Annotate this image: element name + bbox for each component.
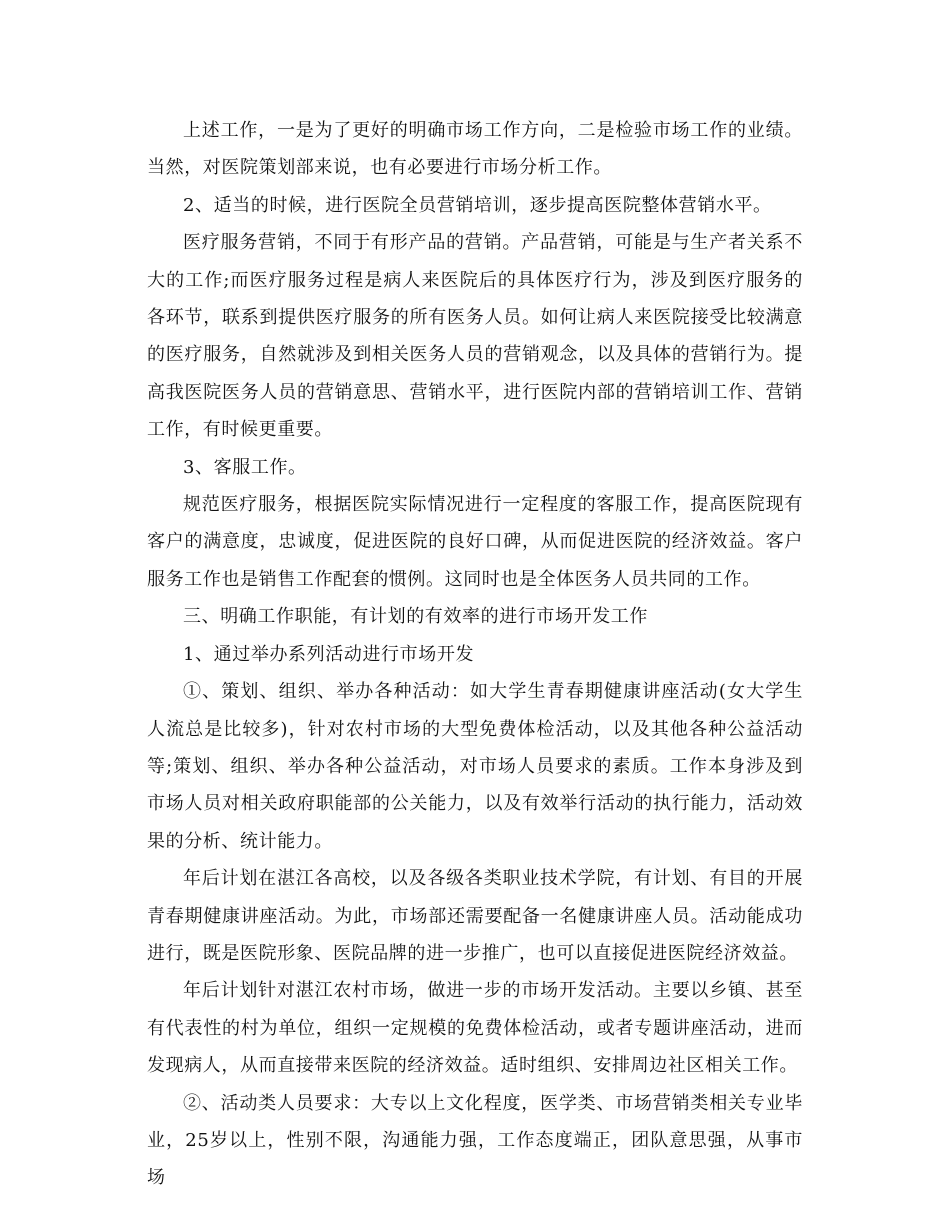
paragraph: 2、适当的时候，进行医院全员营销培训，逐步提高医院整体营销水平。 bbox=[183, 194, 772, 216]
paragraph: 规范医疗服务，根据医院实际情况进行一定程度的客服工作，提高医院现有客户的满意度，忠诚度，促进医院的良好口碑，从而促进医院的经济效益。客户服务工作也是销售工作配套的惯例。这同时也是全体医务人员共同的工作。 bbox=[147, 494, 803, 590]
paragraph: 上述工作，一是为了更好的明确市场工作方向，二是检验市场工作的业绩。当然，对医院策划部来说，也有必要进行市场分析工作。 bbox=[147, 120, 803, 179]
paragraph: ①、策划、组织、举办各种活动：如大学生青春期健康讲座活动(女大学生人流总是比较多)，针对农村市场的大型免费体检活动，以及其他各种公益活动等;策划、组织、举办各种公益活动，对市场人员要求的素质。工作本身涉及到市场人员对相关政府职能部的公关能力，以及有效举行活动的执行能力，活动效果的分析、统计能力。 bbox=[147, 681, 803, 852]
paragraph: 3、客服工作。 bbox=[183, 456, 307, 478]
document-body bbox=[147, 112, 803, 1197]
paragraph: 医疗服务营销，不同于有形产品的营销。产品营销，可能是与生产者关系不大的工作;而医疗服务过程是病人来医院后的具体医疗行为，涉及到医疗服务的各环节，联系到提供医疗服务的所有医务人员。如何让病人来医院接受比较满意的医疗服务，自然就涉及到相关医务人员的营销观念，以及具体的营销行为。提高我医院医务人员的营销意思、营销水平，进行医院内部的营销培训工作、营销工作，有时候更重要。 bbox=[147, 232, 803, 441]
paragraph: 年后计划在湛江各高校，以及各级各类职业技术学院，有计划、有目的开展青春期健康讲座活动。为此，市场部还需要配备一名健康讲座人员。活动能成功进行，既是医院形象、医院品牌的进一步推广，也可以直接促进医院经济效益。 bbox=[147, 868, 803, 964]
section-heading: 三、明确工作职能，有计划的有效率的进行市场开发工作 bbox=[183, 606, 648, 628]
paragraph: ②、活动类人员要求：大专以上文化程度，医学类、市场营销类相关专业毕业，25岁以上，性别不限，沟通能力强，工作态度端正，团队意思强，从事市场 bbox=[147, 1092, 803, 1189]
subsection-heading: 1、通过举办系列活动进行市场开发 bbox=[183, 643, 475, 665]
paragraph: 年后计划针对湛江农村市场，做进一步的市场开发活动。主要以乡镇、甚至有代表性的村为单位，组织一定规模的免费体检活动，或者专题讲座活动，进而发现病人，从而直接带来医院的经济效益。适时组织、安排周边社区相关工作。 bbox=[147, 980, 803, 1077]
